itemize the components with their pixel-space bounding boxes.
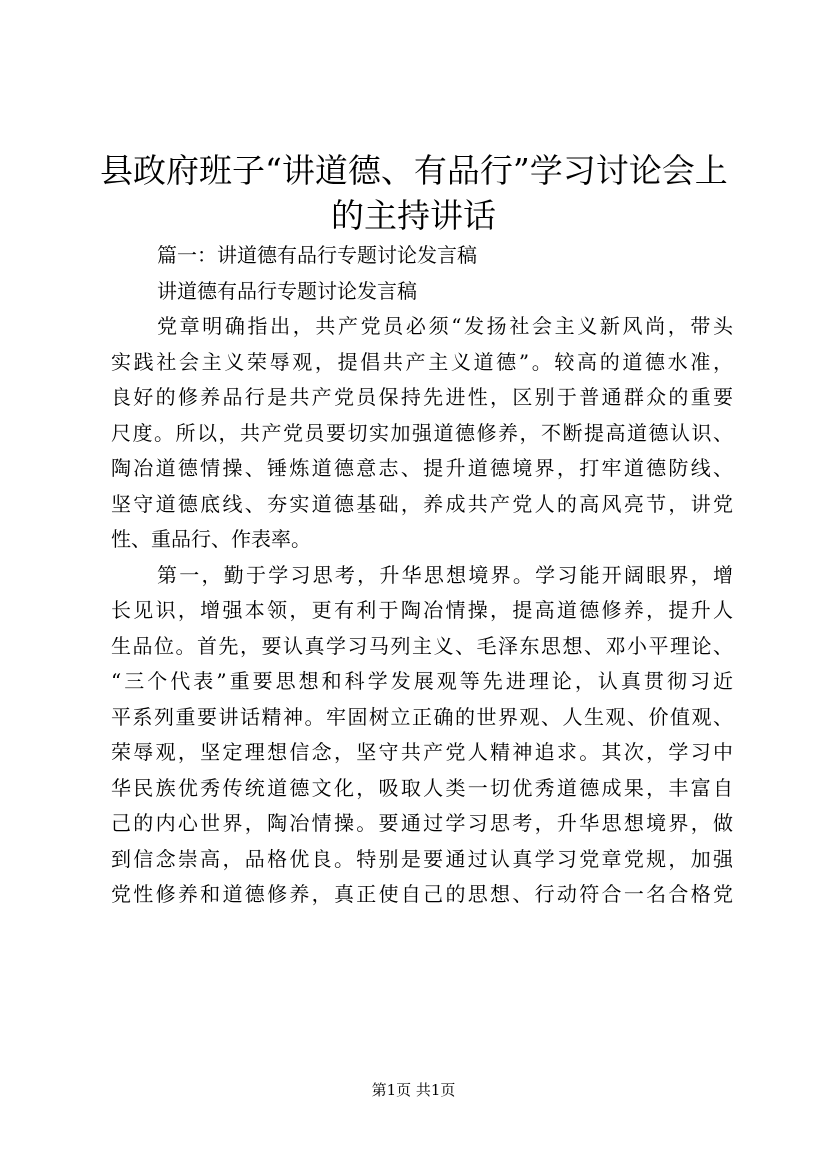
paragraph-2 — [111, 558, 733, 913]
document-body — [111, 238, 733, 913]
paragraph-line: 尺度。所以，共产党员要切实加强道德修养，不断提高道德认识、 — [111, 420, 733, 445]
section-heading: 篇一：讲道德有品行专题讨论发言稿 — [157, 243, 477, 267]
paragraph-line: 荣辱观，坚定理想信念，坚守共产党人精神追求。其次，学习中 — [111, 740, 733, 764]
subsection-heading: 讲道德有品行专题讨论发言稿 — [157, 278, 417, 303]
title-line: 县政府班子“讲道德、有品行”学习讨论会上 — [100, 151, 728, 190]
paragraph-1 — [111, 309, 733, 558]
paragraph-line: 第一，勤于学习思考，升华思想境界。学习能开阔眼界，增 — [157, 562, 733, 587]
paragraph-line: 华民族优秀传统道德文化，吸取人类一切优秀道德成果，丰富自 — [111, 775, 733, 800]
paragraph-line: 己的内心世界，陶冶情操。要通过学习思考，升华思想境界，做 — [111, 811, 733, 835]
paragraph-line: 党章明确指出，共产党员必须“发扬社会主义新风尚，带头 — [157, 314, 733, 338]
paragraph-line: 坚守道德底线、夯实道德基础，养成共产党人的高风亮节，讲党 — [111, 491, 733, 516]
paragraph-line: 党性修养和道德修养，真正使自己的思想、行动符合一名合格党 — [111, 882, 733, 906]
paragraph-line: “三个代表”重要思想和科学发展观等先进理论，认真贯彻习近 — [111, 669, 733, 693]
paragraph-line: 生品位。首先，要认真学习马列主义、毛泽东思想、邓小平理论、 — [111, 633, 733, 658]
paragraph-line: 陶冶道德情操、锤炼道德意志、提升道德境界，打牢道德防线、 — [111, 456, 733, 480]
paragraph-line: 良好的修养品行是共产党员保持先进性，区别于普通群众的重要 — [111, 385, 733, 409]
paragraph-line: 平系列重要讲话精神。牢固树立正确的世界观、人生观、价值观、 — [111, 704, 733, 729]
document-title — [100, 148, 727, 238]
page-footer: 第1页 共1页 — [371, 1081, 456, 1099]
paragraph-line: 性、重品行、作表率。 — [111, 527, 311, 551]
paragraph-line: 实践社会主义荣辱观，提倡共产主义道德”。较高的道德水准， — [111, 349, 733, 374]
title-line: 的主持讲话 — [331, 196, 496, 235]
paragraph-line: 到信念崇高，品格优良。特别是要通过认真学习党章党规，加强 — [111, 846, 733, 871]
paragraph-line: 长见识，增强本领，更有利于陶冶情操，提高道德修养，提升人 — [111, 598, 733, 622]
